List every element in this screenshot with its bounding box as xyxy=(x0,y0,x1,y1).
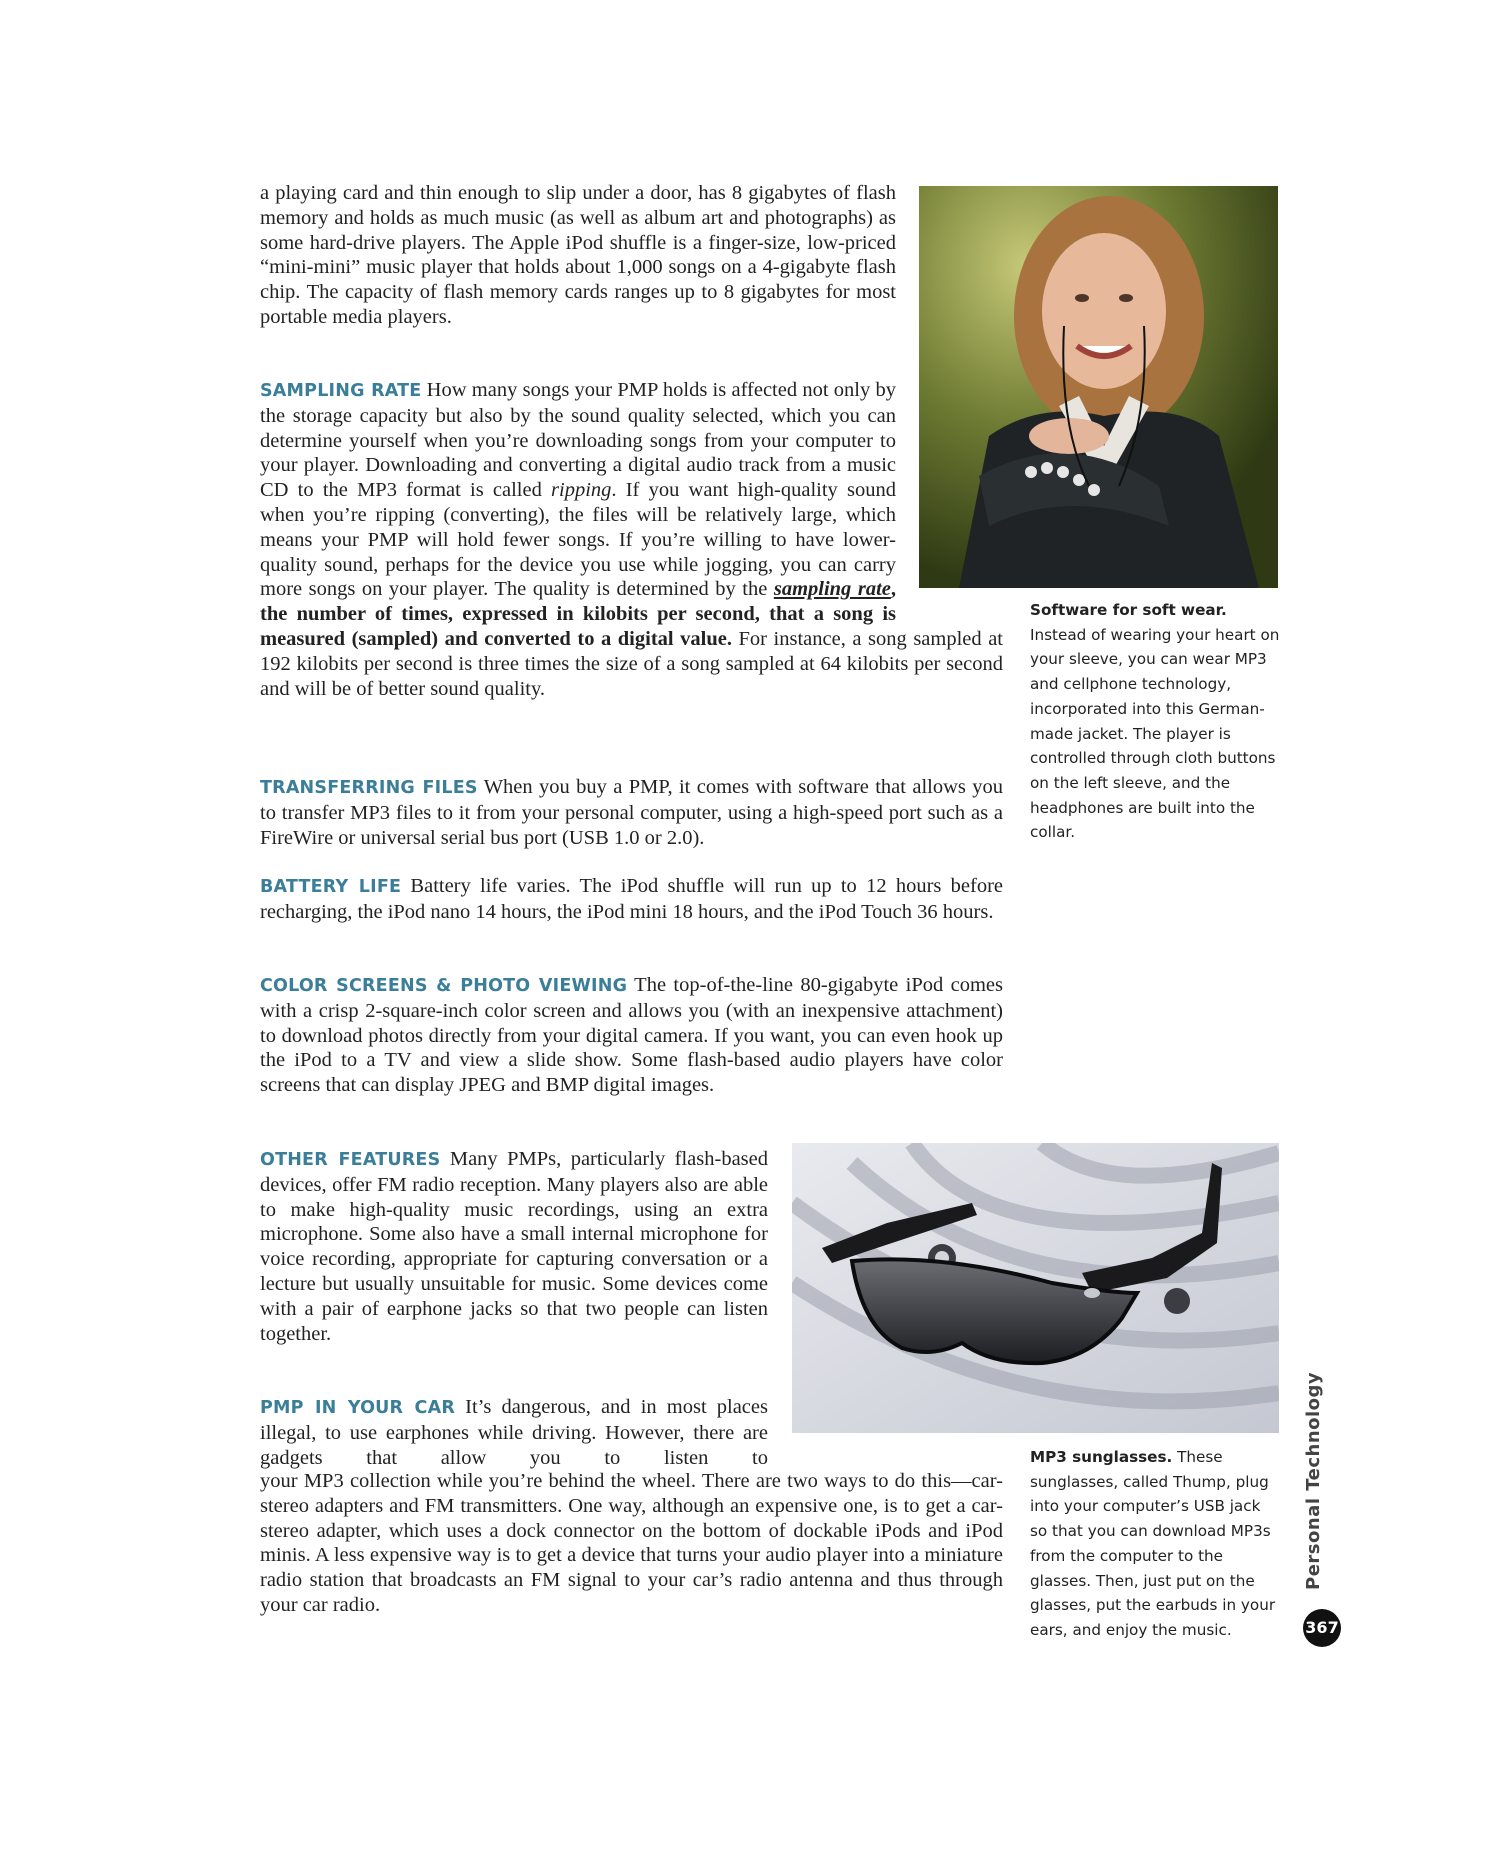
color-screens-heading: COLOR SCREENS & PHOTO VIEWING xyxy=(260,976,628,996)
battery-life-heading: BATTERY LIFE xyxy=(260,877,402,897)
sampling-rate-definition: , the number of times, expressed in kilobits per second, that a song is measured (sampled) and converted to a digital value. xyxy=(260,578,896,650)
color-screens-paragraph xyxy=(260,973,1003,1098)
jacket-caption xyxy=(1030,598,1280,845)
battery-life-text: Battery life varies. The iPod shuffle will run up to 12 hours before recharging, the iPod nano 14 hours, the iPod mini 18 hours, and the iPod Touch 36 hours. xyxy=(260,875,1004,923)
section-label: Personal Technology xyxy=(1303,1371,1324,1590)
ripping-term: ripping xyxy=(551,479,612,502)
pmp-in-car-paragraph-b: your MP3 collection while you’re behind the wheel. There are two ways to do this—car-stereo adapters and FM transmitters. One way, although an expensive one, is to get a car-stereo adapter, which uses a dock connector on the bottom of dockable iPods and iPod minis. A less expensive way is to get a device that turns your audio player into a miniature radio station that broadcasts an FM signal to your car’s radio antenna and thus through your car radio. xyxy=(260,1470,1003,1616)
transferring-files-heading: TRANSFERRING FILES xyxy=(260,778,478,798)
jacket-photo xyxy=(919,186,1278,588)
pmp-in-car-paragraph-a xyxy=(260,1395,768,1470)
sunglasses-caption xyxy=(1030,1445,1282,1643)
other-features-text: Many PMPs, particularly flash-based devices, offer FM radio reception. Many players also are able to make high-quality music recordings, using an extra microphone. Some also have a small internal microphone for voice recording, appropriate for capturing conversation or a lecture but usually unsuitable for music. Some devices come with a pair of earphone jacks so that two people can listen together. xyxy=(260,1148,768,1345)
other-features-paragraph xyxy=(260,1147,768,1346)
transferring-files-text: When you buy a PMP, it comes with software that allows you to transfer MP3 files to it from your personal computer, using a high-speed port such as a FireWire or universal serial bus port (USB 1.0 or 2.0). xyxy=(260,776,1003,849)
pmp-in-car-heading: PMP IN YOUR CAR xyxy=(260,1398,455,1418)
sampling-rate-heading: SAMPLING RATE xyxy=(260,381,422,401)
battery-life-paragraph xyxy=(260,874,1003,925)
other-features-heading: OTHER FEATURES xyxy=(260,1150,441,1170)
sampling-rate-key-term: sampling rate xyxy=(773,578,891,601)
sampling-rate-section xyxy=(260,378,1003,701)
sampling-rate-paragraph xyxy=(260,378,1003,701)
jacket-caption-text: Instead of wearing your heart on your sleeve, you can wear MP3 and cellphone technology, incorporated into this German-made jacket. The player is controlled through cloth buttons on the left sleeve, and the headphones are built into the collar. xyxy=(1030,625,1280,842)
pmp-in-car-text-a: It’s dangerous, and in most places illegal, to use earphones while driving. However, there are gadgets that allow you to listen to xyxy=(260,1396,768,1469)
jacket-caption-title: Software for soft wear. xyxy=(1030,601,1227,619)
intro-paragraph: a playing card and thin enough to slip under a door, has 8 gigabytes of flash memory and holds as much music (as well as album art and photographs) as some hard-drive players. The Apple iPod shuffle is a finger-size, low-priced “mini-mini” music player that holds about 1,000 songs on a 4-gigabyte flash chip. The capacity of flash memory cards ranges up to 8 gigabytes for most portable media players. xyxy=(260,182,896,328)
sunglasses-photo-illustration xyxy=(792,1143,1279,1433)
transferring-files-paragraph xyxy=(260,775,1003,850)
sampling-rate-text-mid: . If you want high-quality sound when you’re ripping (converting), the files will be relatively large, which means your PMP will hold fewer songs. If you’re willing to have lower-quality sound, perhaps for the device you use while jogging, you can carry more songs on your player. The quality is determined by the xyxy=(260,479,896,601)
sunglasses-photo xyxy=(792,1143,1279,1433)
color-screens-text: The top-of-the-line 80-gigabyte iPod comes with a crisp 2-square-inch color screen and allows you (with an inexpensive attachment) to download photos directly from your digital camera. If you want, you can even hook up the iPod to a TV and view a slide show. Some flash-based audio players have color screens that can display JPEG and BMP digital images. xyxy=(260,974,1004,1097)
jacket-photo-illustration xyxy=(919,186,1278,588)
sunglasses-caption-title: MP3 sunglasses. xyxy=(1030,1448,1173,1466)
sampling-rate-text: How many songs your PMP holds is affected not only by the storage capacity but also by the sound quality selected, which you can determine yourself when you’re downloading songs from your computer to your player. Downloading and converting a digital audio track from a music CD to the MP3 format is called xyxy=(260,379,896,502)
page-number-badge: 367 xyxy=(1303,1609,1341,1647)
sunglasses-caption-text: These sunglasses, called Thump, plug into your computer’s USB jack so that you can download MP3s from the computer to the glasses. Then, just put on the glasses, put the earbuds in your ears, and enjoy the music. xyxy=(1030,1448,1276,1639)
sampling-rate-text-after: For instance, a song sampled at 192 kilobits per second is three times the size of a song sampled at 64 kilobits per second and will be of better sound quality. xyxy=(260,627,1003,700)
